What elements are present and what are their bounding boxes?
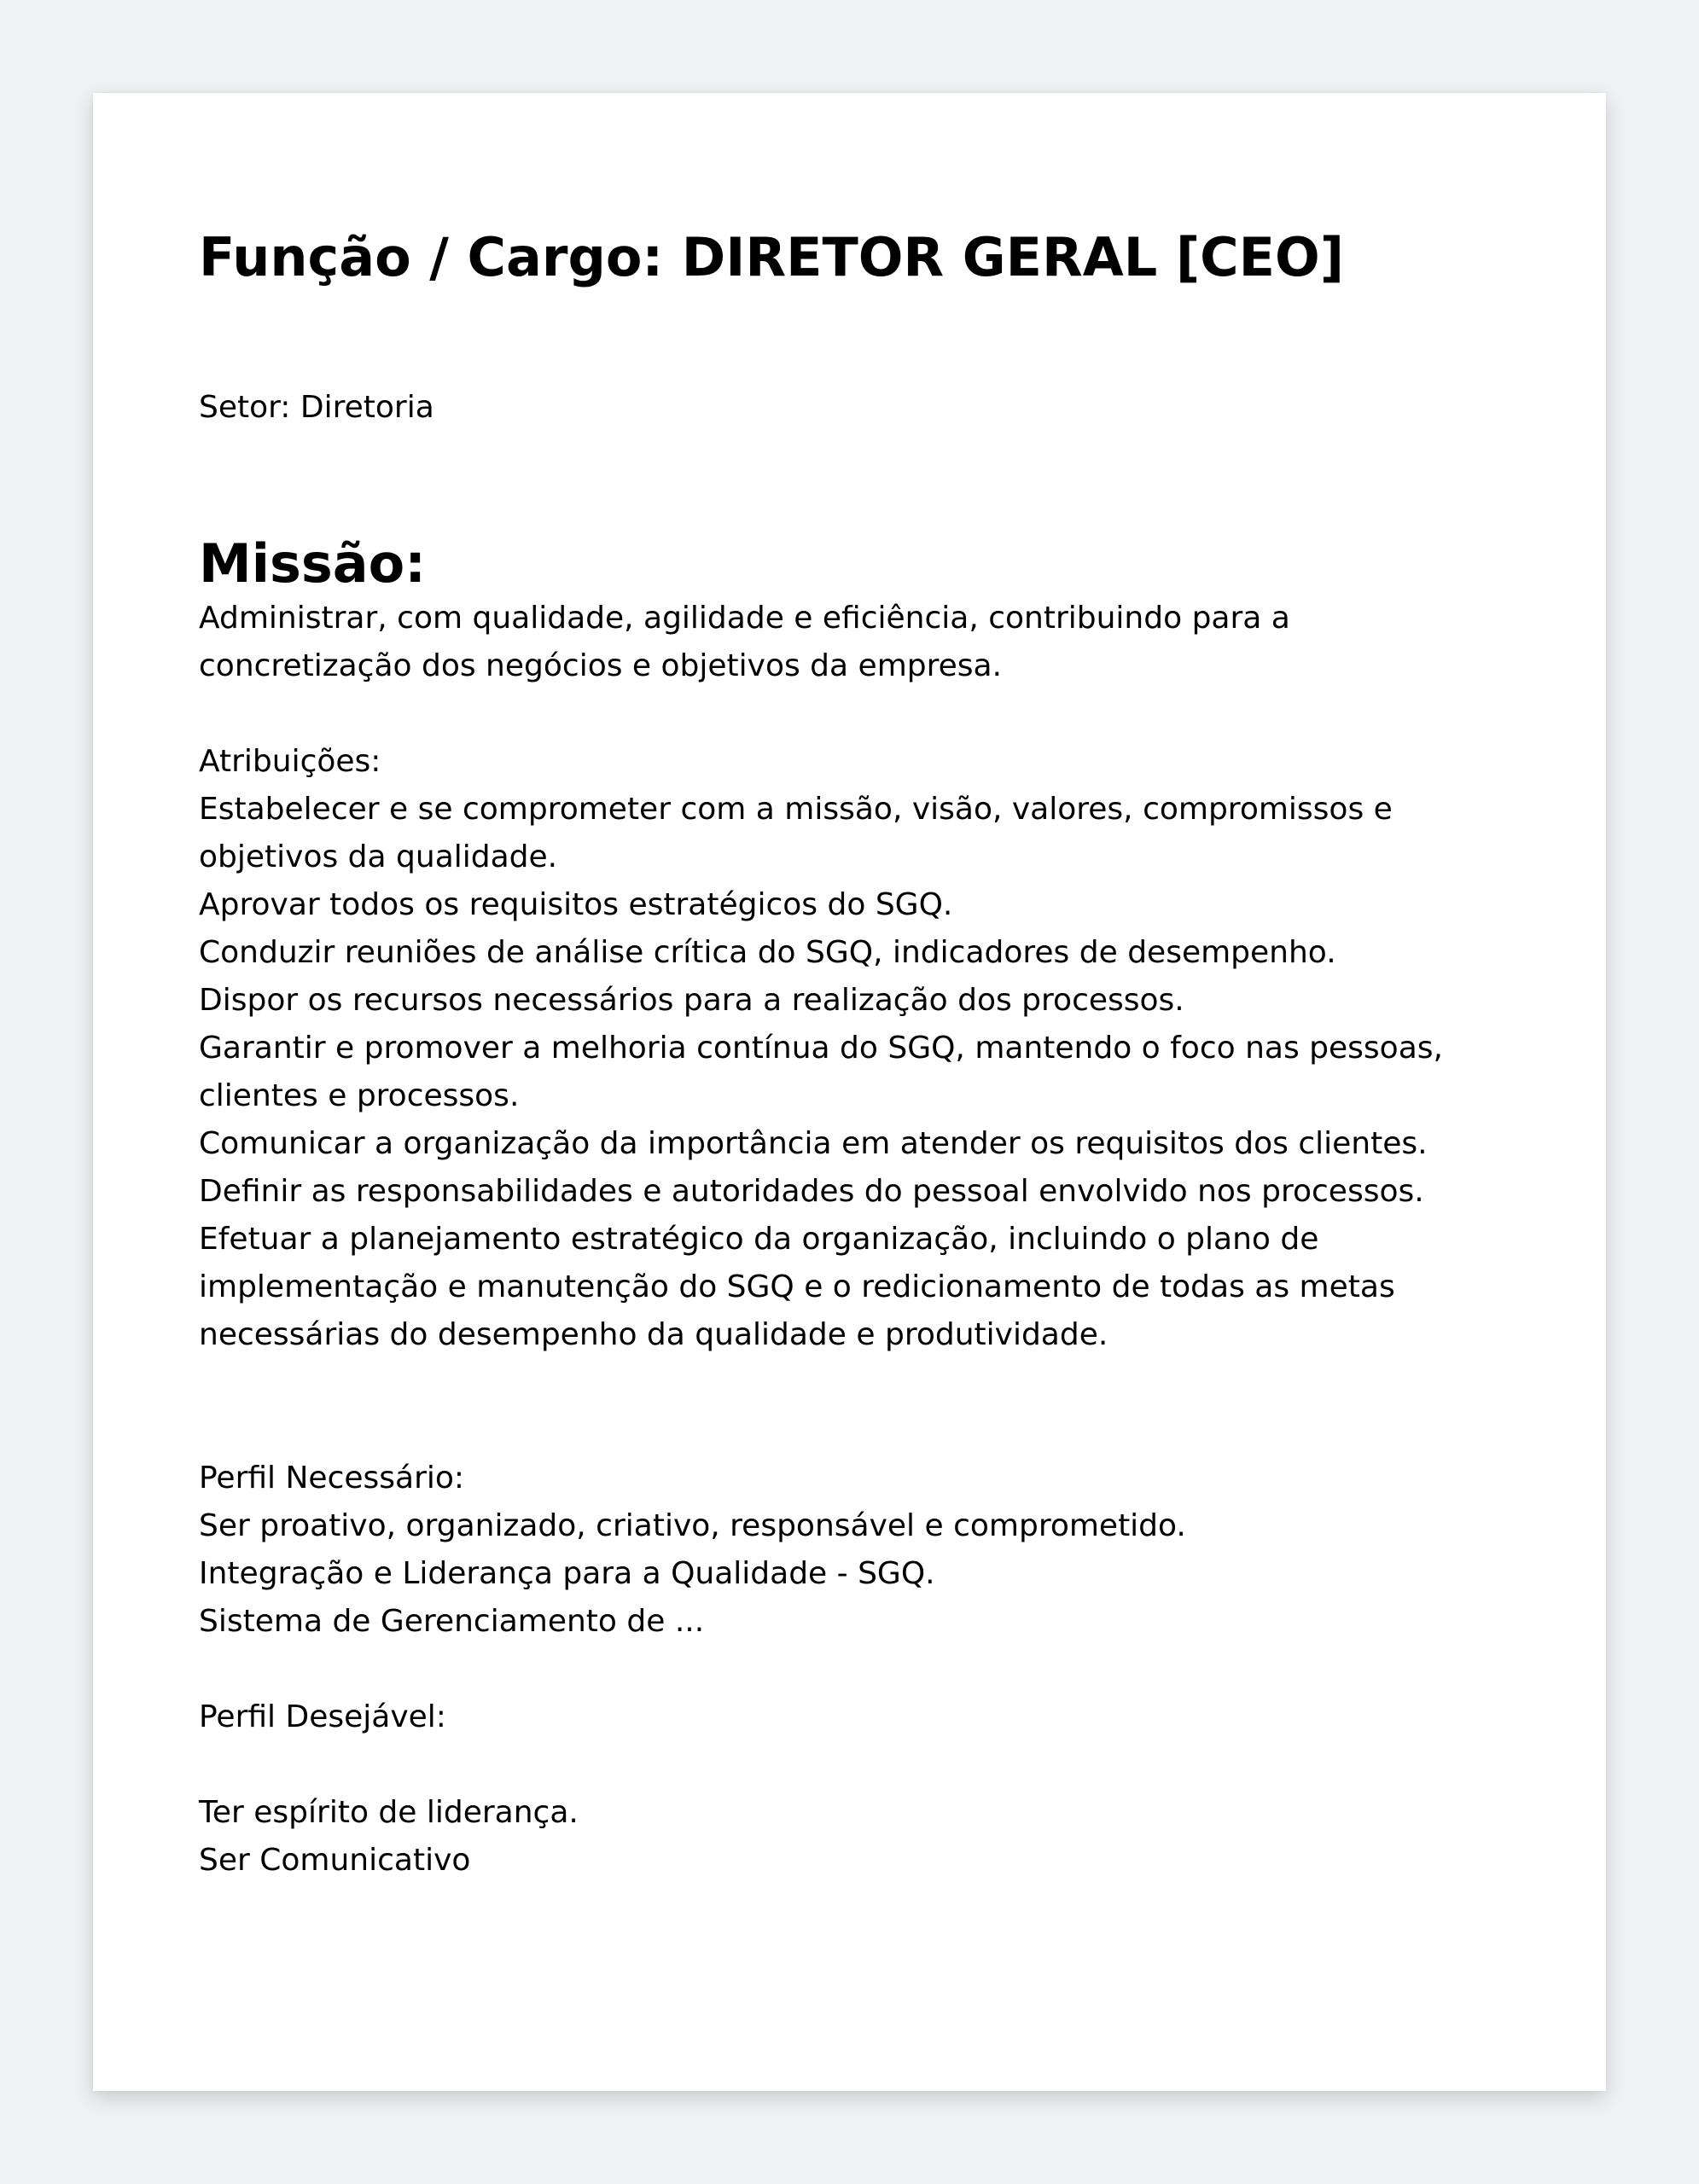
page-title: Função / Cargo: DIRETOR GERAL [CEO] xyxy=(199,226,1345,288)
required-profile-heading: Perfil Necessário: xyxy=(199,1461,465,1496)
attribution-line: Dispor os recursos necessários para a realização dos processos. xyxy=(199,983,1184,1018)
mission-heading: Missão: xyxy=(199,532,426,595)
blank-line xyxy=(199,690,1443,738)
attribution-line: Efetuar a planejamento estratégico da organização, incluindo o plano de xyxy=(199,1222,1319,1257)
attributions-heading: Atribuições: xyxy=(199,744,381,779)
attribution-line: Conduzir reuniões de análise crítica do SGQ, indicadores de desempenho. xyxy=(199,935,1336,970)
desired-profile-line: Ser Comunicativo xyxy=(199,1843,471,1878)
blank-line xyxy=(199,1359,1443,1407)
mission-text-line: Administrar, com qualidade, agilidade e eficiência, contribuindo para a xyxy=(199,601,1290,636)
attribution-line: Estabelecer e se comprometer com a missão, visão, valores, compromissos e xyxy=(199,792,1393,827)
required-profile-line: Integração e Liderança para a Qualidade - SGQ. xyxy=(199,1556,935,1591)
attribution-line: necessárias do desempenho da qualidade e produtividade. xyxy=(199,1317,1108,1352)
desired-profile-line: Ter espírito de liderança. xyxy=(199,1795,579,1830)
document-body xyxy=(199,595,1443,1885)
attribution-line: Comunicar a organização da importância em atender os requisitos dos clientes. xyxy=(199,1126,1428,1161)
mission-text-line: concretização dos negócios e objetivos da empresa. xyxy=(199,648,1003,683)
required-profile-line: Sistema de Gerenciamento de ... xyxy=(199,1604,705,1639)
blank-line xyxy=(199,1407,1443,1455)
desired-profile-heading: Perfil Desejável: xyxy=(199,1699,446,1734)
attribution-line: objetivos da qualidade. xyxy=(199,839,558,874)
attribution-line: Garantir e promover a melhoria contínua do SGQ, mantendo o foco nas pessoas, xyxy=(199,1031,1443,1066)
blank-line xyxy=(199,1741,1443,1789)
attribution-line: clientes e processos. xyxy=(199,1078,520,1113)
blank-line xyxy=(199,1646,1443,1693)
required-profile-line: Ser proativo, organizado, criativo, responsável e comprometido. xyxy=(199,1508,1186,1543)
attribution-line: Definir as responsabilidades e autoridades do pessoal envolvido nos processos. xyxy=(199,1174,1424,1209)
attribution-line: implementação e manutenção do SGQ e o redicionamento de todas as metas xyxy=(199,1269,1395,1304)
sector-label: Setor: Diretoria xyxy=(199,390,434,425)
attribution-line: Aprovar todos os requisitos estratégicos do SGQ. xyxy=(199,887,953,922)
document-page xyxy=(93,93,1606,2091)
